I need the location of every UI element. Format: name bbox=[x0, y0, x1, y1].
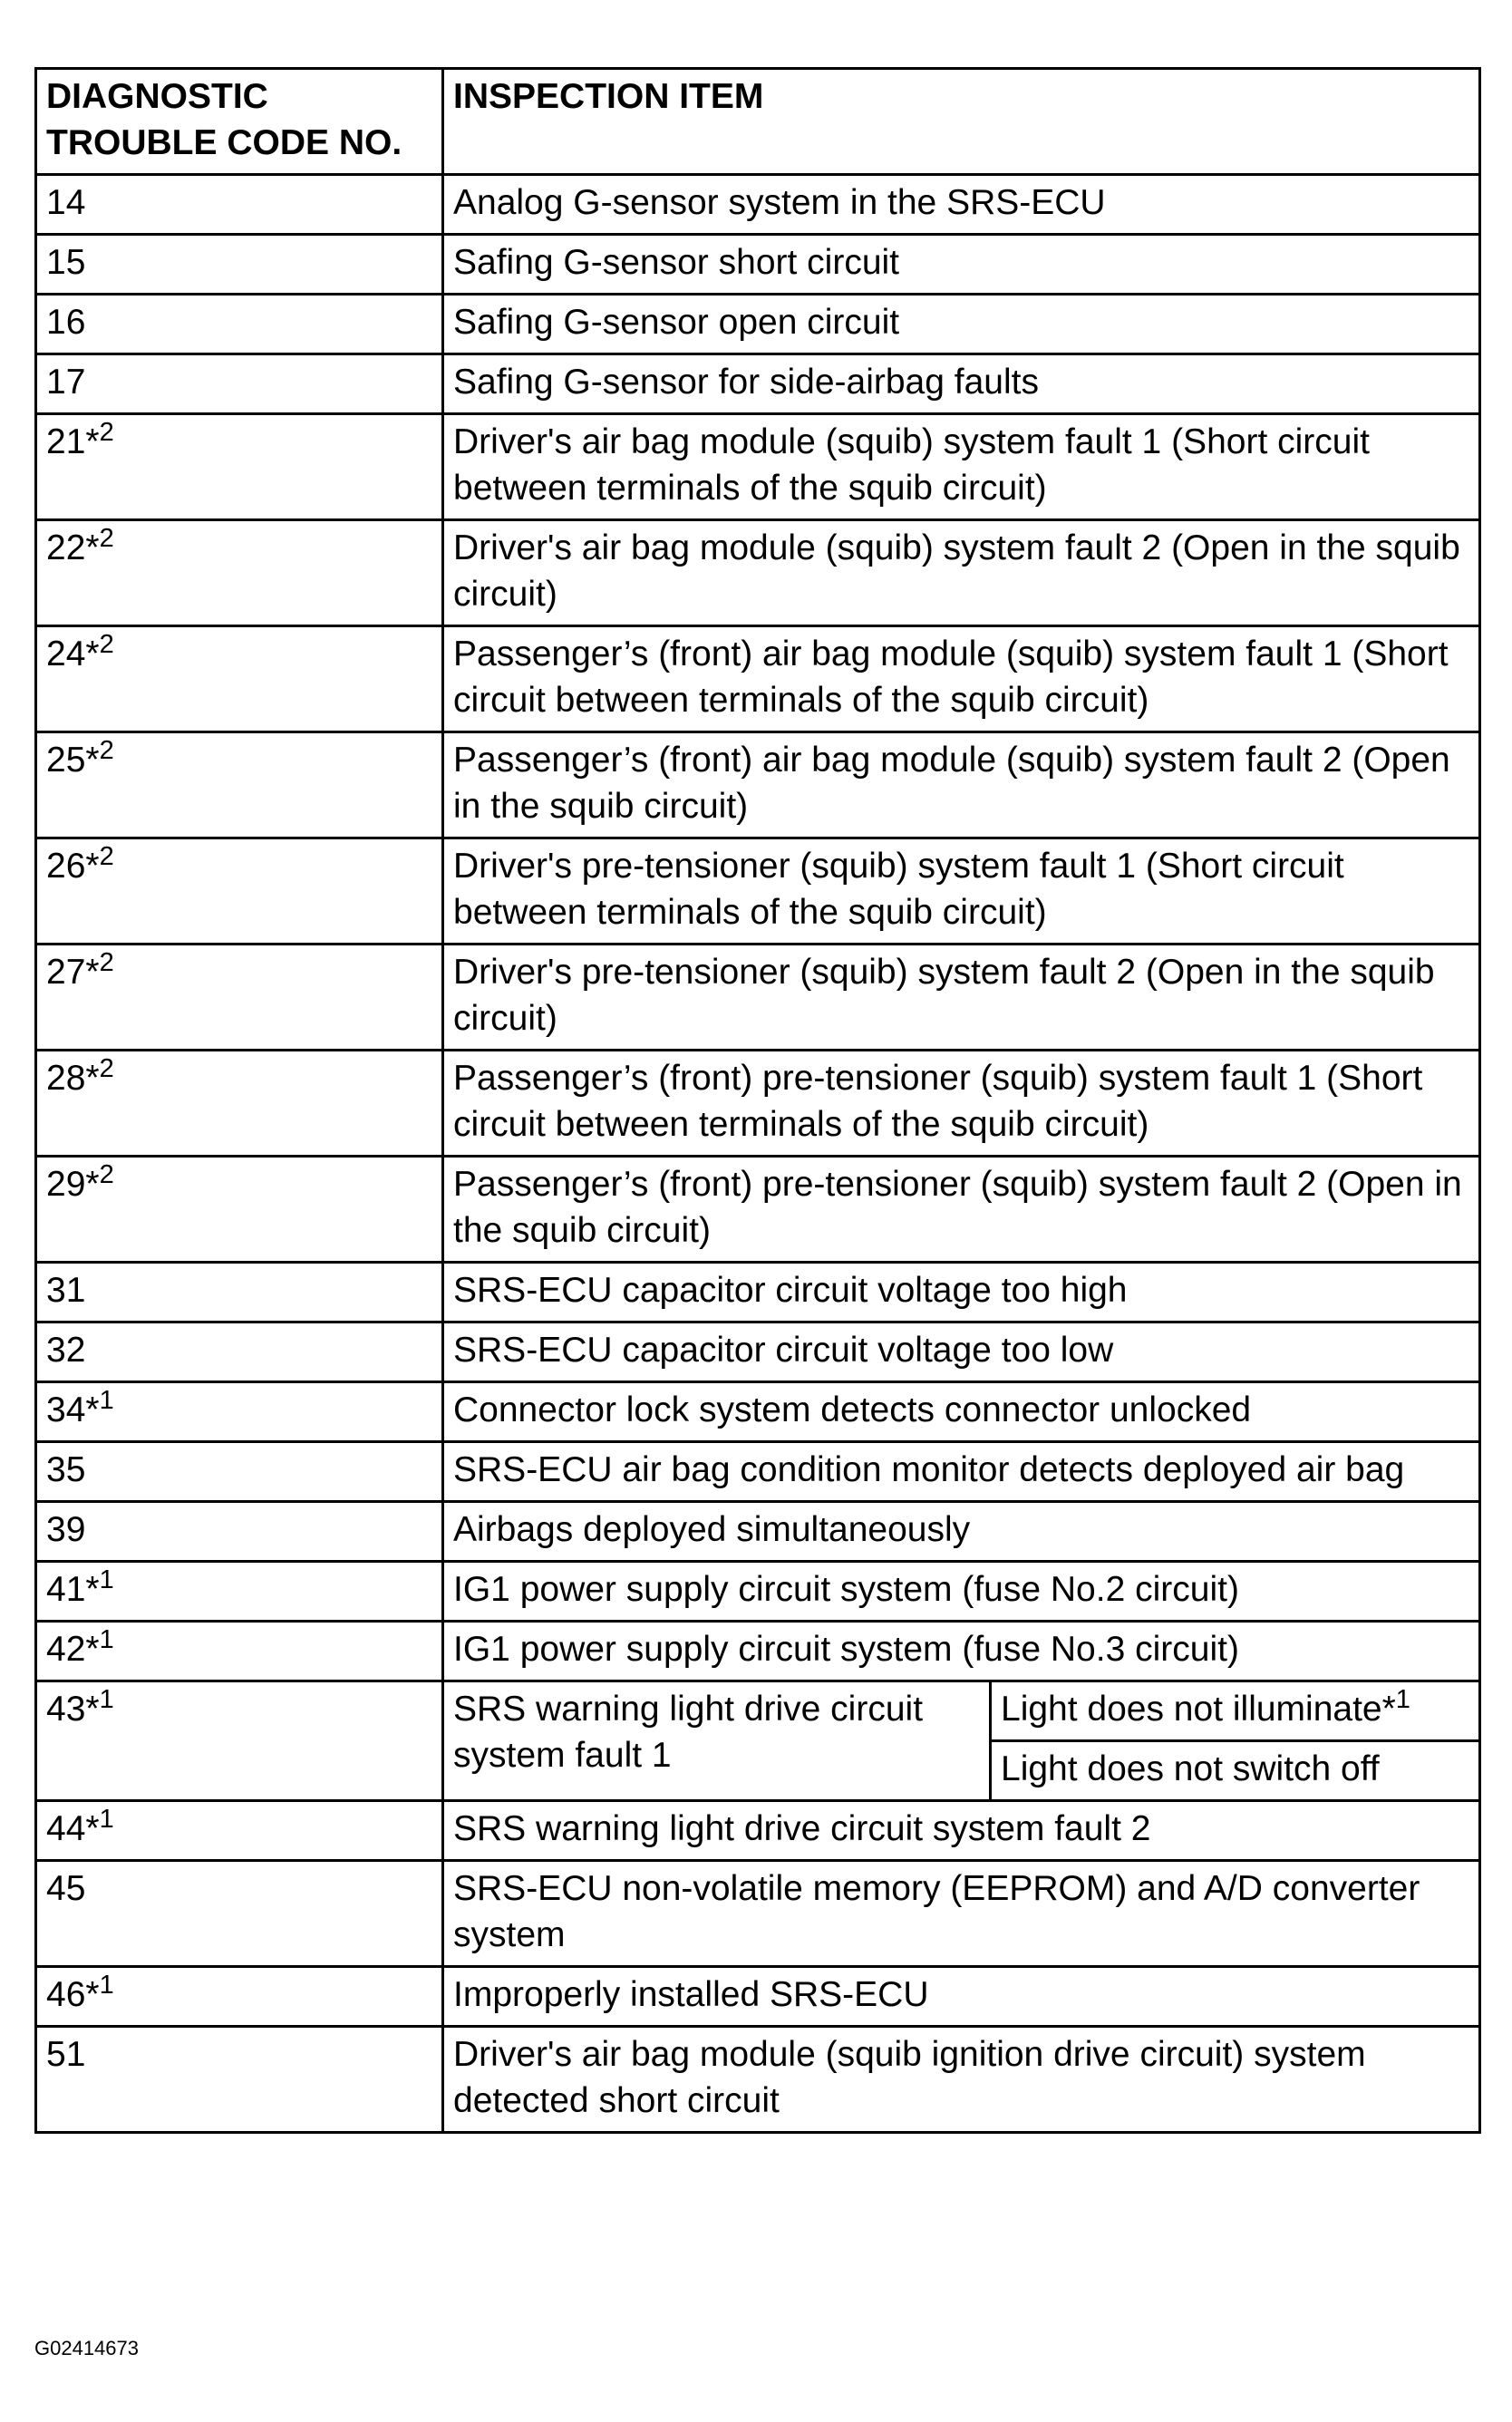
code-cell bbox=[36, 235, 443, 295]
table-row bbox=[36, 1442, 1480, 1502]
inspection-item-cell: SRS-ECU non-volatile memory (EEPROM) and A/D converter system bbox=[443, 1861, 1480, 1967]
table-row bbox=[36, 354, 1480, 414]
table-row bbox=[36, 1502, 1480, 1562]
code-text: 17 bbox=[46, 363, 86, 402]
code-cell bbox=[36, 732, 443, 838]
inspection-item-cell: Passenger’s (front) air bag module (squib) system fault 2 (Open in the squib circuit) bbox=[443, 732, 1480, 838]
footnote-marker: 2 bbox=[99, 948, 114, 977]
table-row bbox=[36, 2027, 1480, 2133]
split-subtable bbox=[444, 1682, 1478, 1799]
inspection-item-cell: Analog G-sensor system in the SRS-ECU bbox=[443, 175, 1480, 235]
code-cell bbox=[36, 414, 443, 520]
table-row bbox=[36, 626, 1480, 732]
table-row bbox=[36, 235, 1480, 295]
code-text: 32 bbox=[46, 1331, 86, 1370]
code-text: 41* bbox=[46, 1570, 100, 1609]
table-row-split bbox=[36, 1681, 1480, 1801]
code-text: 42* bbox=[46, 1630, 100, 1669]
sub1-text: Light does not illuminate* bbox=[1001, 1690, 1396, 1729]
code-text: 16 bbox=[46, 303, 86, 342]
table-row bbox=[36, 295, 1480, 354]
footnote-marker: 1 bbox=[99, 1386, 114, 1415]
inspection-item-cell: SRS-ECU air bag condition monitor detects deployed air bag bbox=[443, 1442, 1480, 1502]
code-cell bbox=[36, 1322, 443, 1382]
code-cell bbox=[36, 354, 443, 414]
code-cell bbox=[36, 1681, 443, 1801]
inspection-item-cell: Improperly installed SRS-ECU bbox=[443, 1967, 1480, 2027]
inspection-item-cell: SRS-ECU capacitor circuit voltage too high bbox=[443, 1263, 1480, 1322]
table-row bbox=[36, 1562, 1480, 1622]
table-row bbox=[36, 945, 1480, 1051]
code-cell bbox=[36, 295, 443, 354]
code-cell bbox=[36, 1861, 443, 1967]
code-cell bbox=[36, 945, 443, 1051]
code-cell bbox=[36, 1051, 443, 1157]
footnote-marker: 2 bbox=[99, 1054, 114, 1083]
code-cell bbox=[36, 1502, 443, 1562]
code-cell bbox=[36, 2027, 443, 2133]
code-cell bbox=[36, 1967, 443, 2027]
table-row bbox=[36, 414, 1480, 520]
inspection-item-cell: Driver's air bag module (squib ignition drive circuit) system detected short circuit bbox=[443, 2027, 1480, 2133]
footnote-marker: 2 bbox=[99, 418, 114, 447]
code-text: 22* bbox=[46, 528, 100, 567]
code-cell bbox=[36, 1801, 443, 1861]
inspection-item-cell: Passenger’s (front) pre-tensioner (squib) system fault 1 (Short circuit between terminals of the squib circuit) bbox=[443, 1051, 1480, 1157]
table-row bbox=[36, 520, 1480, 626]
code-text: 34* bbox=[46, 1390, 100, 1429]
inspection-item-cell: Driver's pre-tensioner (squib) system fault 2 (Open in the squib circuit) bbox=[443, 945, 1480, 1051]
inspection-item-cell: IG1 power supply circuit system (fuse No.2 circuit) bbox=[443, 1562, 1480, 1622]
table-row bbox=[36, 1382, 1480, 1442]
code-text: 45 bbox=[46, 1869, 86, 1908]
table-row bbox=[36, 732, 1480, 838]
code-cell bbox=[36, 1442, 443, 1502]
code-text: 51 bbox=[46, 2035, 86, 2074]
split-item-cell bbox=[443, 1681, 1480, 1801]
code-text: 24* bbox=[46, 635, 100, 673]
split-item-sub2: Light does not switch off bbox=[1001, 1749, 1380, 1788]
code-cell bbox=[36, 520, 443, 626]
code-column-header: DIAGNOSTIC TROUBLE CODE NO. bbox=[36, 69, 443, 175]
code-text: 25* bbox=[46, 741, 100, 780]
code-cell bbox=[36, 1382, 443, 1442]
footnote-marker: 2 bbox=[99, 1160, 114, 1189]
footnote-marker: 2 bbox=[99, 524, 114, 553]
inspection-item-cell: Airbags deployed simultaneously bbox=[443, 1502, 1480, 1562]
code-text: 21* bbox=[46, 422, 100, 461]
inspection-item-cell: Passenger’s (front) air bag module (squib) system fault 1 (Short circuit between terminals of the squib circuit) bbox=[443, 626, 1480, 732]
table-row bbox=[36, 1801, 1480, 1861]
footnote-marker: 1 bbox=[99, 1625, 114, 1654]
code-cell bbox=[36, 1157, 443, 1263]
split-item-sub1 bbox=[991, 1682, 1479, 1741]
table-row bbox=[36, 1322, 1480, 1382]
inspection-item-cell: Safing G-sensor for side-airbag faults bbox=[443, 354, 1480, 414]
code-cell bbox=[36, 1562, 443, 1622]
code-text: 26* bbox=[46, 847, 100, 886]
code-cell bbox=[36, 626, 443, 732]
inspection-item-cell: Passenger’s (front) pre-tensioner (squib) system fault 2 (Open in the squib circuit) bbox=[443, 1157, 1480, 1263]
code-text: 14 bbox=[46, 183, 86, 222]
footnote-marker: 1 bbox=[99, 1565, 114, 1594]
footnote-marker: 2 bbox=[99, 842, 114, 871]
inspection-item-cell: SRS warning light drive circuit system fault 2 bbox=[443, 1801, 1480, 1861]
figure-id: G02414673 bbox=[34, 2337, 139, 2359]
table-row bbox=[36, 1263, 1480, 1322]
inspection-item-cell: Connector lock system detects connector unlocked bbox=[443, 1382, 1480, 1442]
dtc-table bbox=[34, 67, 1481, 2134]
footnote-marker: 1 bbox=[99, 1685, 114, 1714]
inspection-item-cell: Driver's pre-tensioner (squib) system fault 1 (Short circuit between terminals of the squib circuit) bbox=[443, 838, 1480, 945]
inspection-item-cell: SRS-ECU capacitor circuit voltage too low bbox=[443, 1322, 1480, 1382]
code-text: 44* bbox=[46, 1809, 100, 1848]
inspection-item-cell: Driver's air bag module (squib) system fault 1 (Short circuit between terminals of the squib circuit) bbox=[443, 414, 1480, 520]
footnote-marker: 1 bbox=[1395, 1685, 1410, 1714]
inspection-item-cell: IG1 power supply circuit system (fuse No.3 circuit) bbox=[443, 1622, 1480, 1681]
table-row bbox=[36, 838, 1480, 945]
table-header-row bbox=[36, 69, 1480, 175]
code-text: 46* bbox=[46, 1975, 100, 2014]
inspection-item-cell: Driver's air bag module (squib) system fault 2 (Open in the squib circuit) bbox=[443, 520, 1480, 626]
code-text: 28* bbox=[46, 1059, 100, 1098]
footnote-marker: 2 bbox=[99, 630, 114, 659]
code-cell bbox=[36, 175, 443, 235]
table-row bbox=[36, 1861, 1480, 1967]
code-cell bbox=[36, 838, 443, 945]
inspection-item-cell: Safing G-sensor open circuit bbox=[443, 295, 1480, 354]
code-text: 39 bbox=[46, 1510, 86, 1549]
split-item-main: SRS warning light drive circuit system fault 1 bbox=[444, 1682, 991, 1799]
table-row bbox=[36, 1967, 1480, 2027]
table-row bbox=[36, 1051, 1480, 1157]
footnote-marker: 1 bbox=[99, 1971, 114, 2000]
code-text: 15 bbox=[46, 243, 86, 282]
footnote-marker: 2 bbox=[99, 736, 114, 765]
code-text: 35 bbox=[46, 1450, 86, 1489]
code-text: 31 bbox=[46, 1271, 86, 1310]
item-column-header: INSPECTION ITEM bbox=[443, 69, 1480, 175]
inspection-item-cell: Safing G-sensor short circuit bbox=[443, 235, 1480, 295]
table-row bbox=[36, 1157, 1480, 1263]
table-row bbox=[36, 175, 1480, 235]
code-text: 43* bbox=[46, 1690, 100, 1729]
code-cell bbox=[36, 1263, 443, 1322]
code-text: 27* bbox=[46, 953, 100, 992]
table-row bbox=[36, 1622, 1480, 1681]
code-text: 29* bbox=[46, 1165, 100, 1204]
footnote-marker: 1 bbox=[99, 1805, 114, 1834]
code-cell bbox=[36, 1622, 443, 1681]
